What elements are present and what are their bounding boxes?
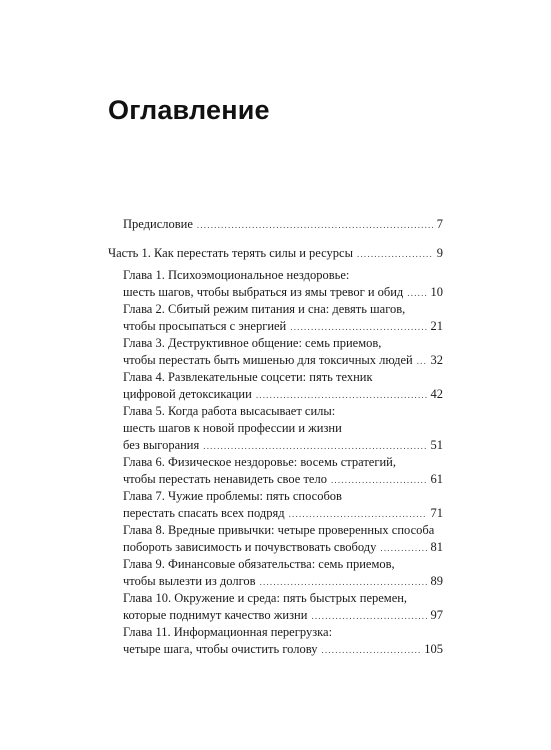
toc-entry-chapter-8 [123,539,443,556]
toc-page-number: 81 [430,540,443,554]
toc-entry-chapter-4 [123,386,443,403]
toc-page-number: 89 [430,574,443,588]
dot-leader [311,608,426,624]
toc-page-number: 21 [430,319,443,333]
toc-chapter-9-line: Глава 9. Финансовые обязательства: семь приемов, [123,557,395,571]
toc-entry-title: цифровой детоксикации [123,387,252,401]
toc-entry-title: четыре шага, чтобы очистить голову [123,642,318,656]
toc-page-number: 105 [424,642,443,656]
dot-leader [197,217,433,233]
toc-chapter-5-line: шесть шагов к новой профессии и жизни [123,421,342,435]
dot-leader [407,285,426,301]
toc-entry-title: побороть зависимость и почувствовать свободу [123,540,377,554]
dot-leader [357,246,433,262]
toc-page-number: 9 [436,246,443,260]
toc-entry-chapter-10 [123,607,443,624]
dot-leader [289,506,427,522]
toc-entry-title: которые поднимут качество жизни [123,608,308,622]
dot-leader [203,438,426,454]
toc-entry-title: без выгорания [123,438,200,452]
toc-chapter-4-line: Глава 4. Развлекательные соцсети: пять техник [123,370,373,384]
toc-entry-title: Предисловие [123,217,193,231]
toc-entry-chapter-7 [123,505,443,522]
toc-entry-title: Часть 1. Как перестать терять силы и ресурсы [108,246,354,260]
dot-leader [331,472,427,488]
toc-page-number: 97 [430,608,443,622]
toc-chapter-2-line: Глава 2. Сбитый режим питания и сна: девять шагов, [123,302,406,316]
toc-chapter-7-line: Глава 7. Чужие проблемы: пять способов [123,489,342,503]
toc-chapter-8-line: Глава 8. Вредные привычки: четыре проверенных способа [123,523,435,537]
dot-leader [290,319,426,335]
toc-page-number: 7 [436,217,443,231]
toc-entry-title: шесть шагов, чтобы выбраться из ямы тревог и обид [123,285,404,299]
toc-chapter-10-line: Глава 10. Окружение и среда: пять быстрых перемен, [123,591,408,605]
dot-leader [260,574,427,590]
dot-leader [380,540,426,556]
toc-page-number: 10 [430,285,443,299]
toc-page-number: 42 [430,387,443,401]
toc-chapter-11-line: Глава 11. Информационная перегрузка: [123,625,333,639]
toc-page-number: 51 [430,438,443,452]
toc-chapter-5-line: Глава 5. Когда работа высасывает силы: [123,404,336,418]
dot-leader [417,353,427,369]
dot-leader [321,642,420,658]
toc-chapter-3-line: Глава 3. Деструктивное общение: семь приемов, [123,336,382,350]
toc-entry-chapter-9 [123,573,443,590]
toc-page-number: 32 [430,353,443,367]
toc-entry-chapter-3 [123,352,443,369]
toc-page-number: 61 [430,472,443,486]
toc-entry-title: чтобы вылезти из долгов [123,574,256,588]
toc-entry-title: чтобы просыпаться с энергией [123,319,287,333]
toc-entry-part-1 [108,245,443,262]
toc-entry-chapter-11 [123,641,443,658]
toc-page-number: 71 [430,506,443,520]
toc-entry-title: перестать спасать всех подряд [123,506,285,520]
toc-entry-chapter-1 [123,284,443,301]
toc-entry-chapter-6 [123,471,443,488]
page-title: Оглавление [108,95,270,125]
toc-entry-title: чтобы перестать ненавидеть свое тело [123,472,327,486]
toc-entry-title: чтобы перестать быть мишенью для токсичных людей [123,353,413,367]
toc-chapter-6-line: Глава 6. Физическое нездоровье: восемь стратегий, [123,455,396,469]
dot-leader [256,387,427,403]
toc-entry-chapter-2 [123,318,443,335]
toc-entry-chapter-5 [123,437,443,454]
toc-chapter-1-line: Глава 1. Психоэмоциональное нездоровье: [123,268,350,282]
toc-entry-preface [123,216,443,233]
